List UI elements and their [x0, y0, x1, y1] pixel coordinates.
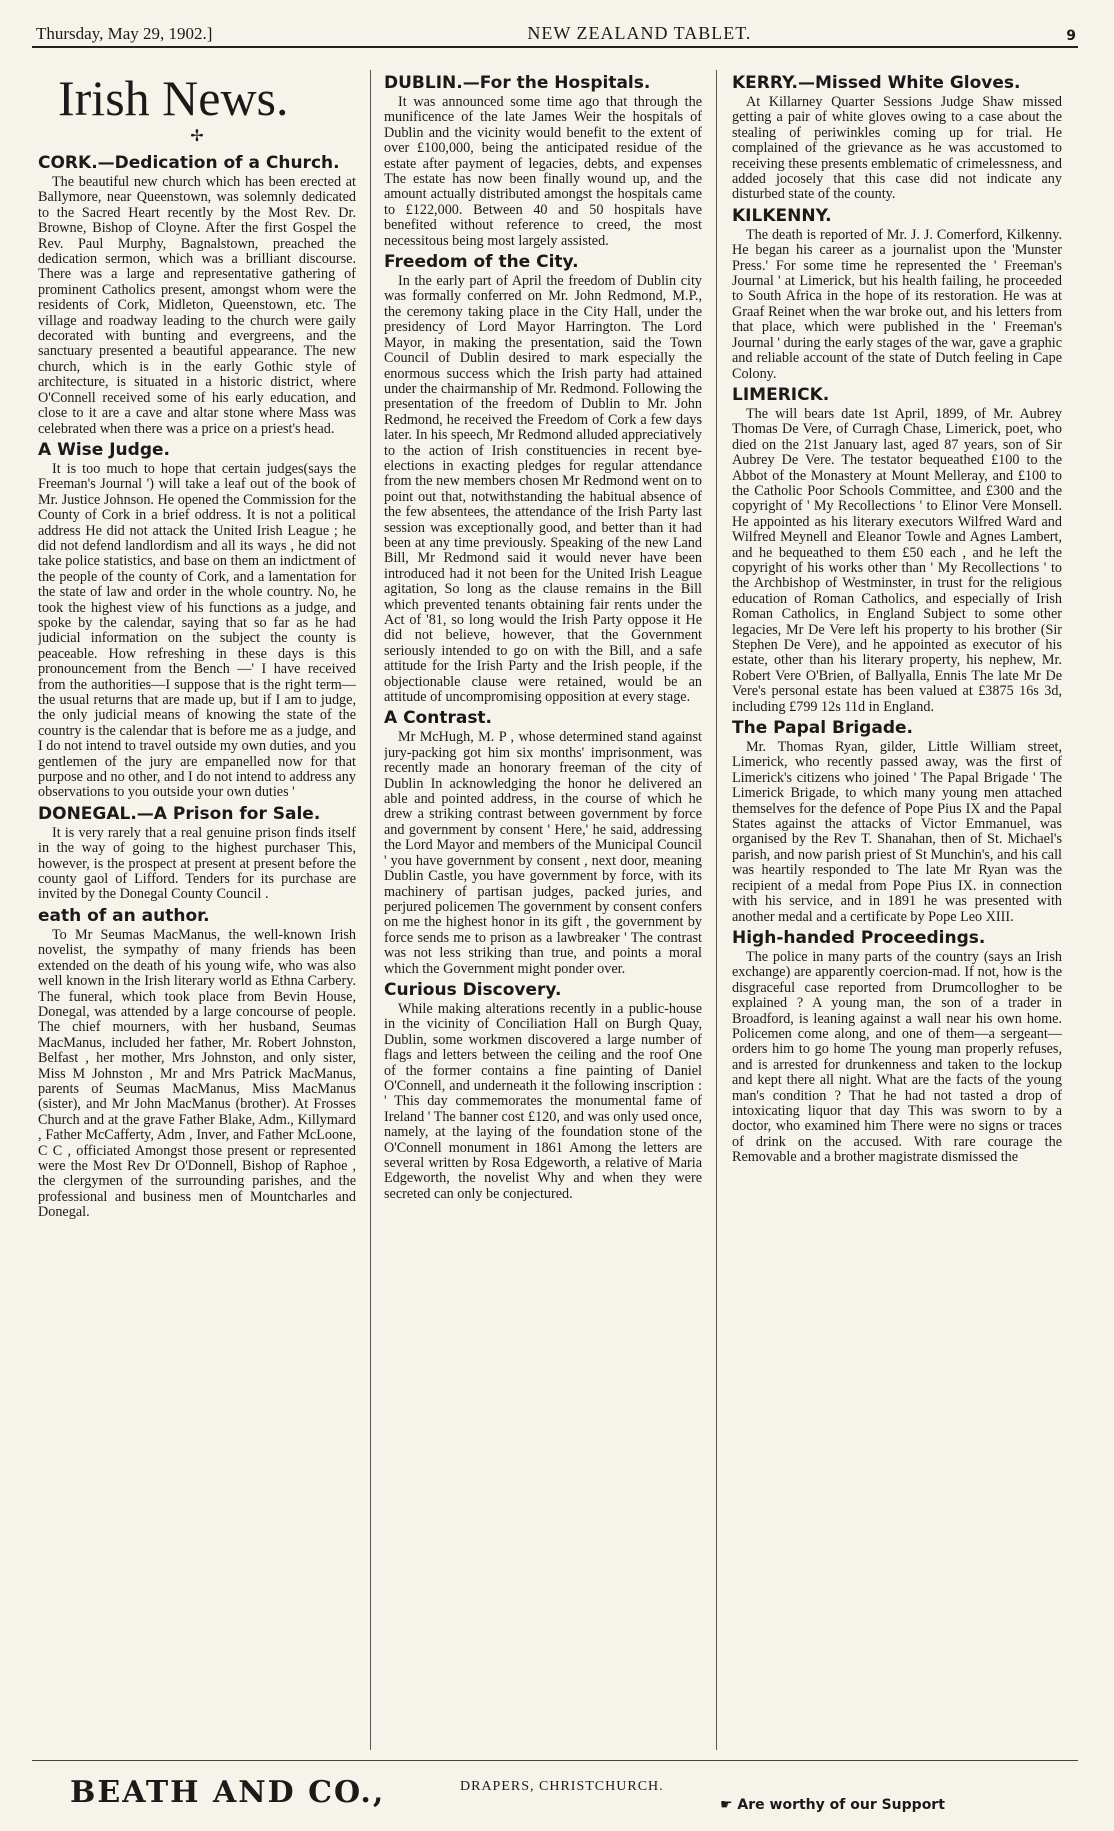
article-body-donegal: It is very rarely that a real genuine prison finds itself in the way of going to the highest purchaser This, however, is the prospect at present at present before the county gaol of Lifford. Tenders for its purchase are invited by the Donegal County Council . — [38, 824, 356, 903]
article-body-death-author: To Mr Seumas MacManus, the well-known Irish novelist, the sympathy of many friends has been extended on the death of his young wife, who was also well known in the Irish literary world as Ethna Carbery. The funeral, which took place from Bevin House, Donegal, was attended by a large concourse of people. The chief mourners, with her husband, Seumas MacManus, included her father, Mr. Robert Johnston, Belfast , her mother, Mrs Johnston, and only sister, Miss M Johnston , Mr and Mrs Patrick MacManus, parents of Seumas MacManus, Miss MacManus (sister), and Mr John MacManus (brother). At Frosses Church and at the grave Father Blake, Adm., Killymard , Father McCafferty, Adm , Inver, and Father McLoone, C C , officiated Amongst those present or represented were the Most Rev Dr O'Donnell, Bishop of Raphoe , the clergymen of the surrounding parishes, and the professional and business men of Mountcharles and Donegal. — [38, 926, 356, 1221]
article-body-dublin: It was announced some time ago that through the munificence of the late James Weir the hospitals of Dublin and the vicinity would benefit to the extent of over £100,000, being the anticipated residue of the estate after payment of legacies, debts, and expenses The estate has now been finally wound up, and the amount actually distributed amongst the hospitals came to £122,000. Between 40 and 50 hospitals have benefited without reference to creed, the most necessitous being most largely assisted. — [384, 94, 702, 249]
article-body-cork: The beautiful new church which has been erected at Ballymore, near Queenstown, was solemnly dedicated to the Sacred Heart recently by the Most Rev. Dr. Browne, Bishop of Cloyne. After the first Gospel the Rev. Paul Murphy, Bagnalstown, preached the dedication sermon, which was a brilliant discourse. There was a large and representative gathering of prominent Catholics present, amongst whom were the residents of Cork, Midleton, Queenstown, etc. The village and roadway leading to the church were gaily decorated with bunting and evergreens, and the sanctuary presented a beautiful appearance. The new church, which is in the early Gothic style of architecture, is situated in a historic district, where O'Connell received some of his early education, and close to it are a cave and altar stone where Mass was celebrated when there was a price on a priest's head. — [38, 174, 356, 437]
article-body-papal-brigade: Mr. Thomas Ryan, gilder, Little William street, Limerick, who recently passed away, was the first of Limerick's citizens who joined ' The Papal Brigade ' The Limerick Brigade, to which many young men attached themselves for the defence of Pope Pius IX and the Papal States against the attacks of Victor Emmanuel, was organised by the Rev T. Shanahan, then of St. Michael's parish, and now parish priest of St Munchin's, and his call was heartily responded to The late Mr Ryan was the recipient of a medal from Pope Pius IX. in connection with his service, and in 1891 he was presented with another medal and a certificate by Pope Leo XIII. — [732, 739, 1062, 925]
article-title-wise-judge: A Wise Judge. — [38, 439, 170, 460]
article-body-limerick: The will bears date 1st April, 1899, of Mr. Aubrey Thomas De Vere, of Curragh Chase, Limerick, poet, who died on the 21st January last, aged 87 years, son of Sir Aubrey De Vere. The testator bequeathed £100 to the Abbot of the Monastery at Mount Melleray, and £100 to the Catholic Poor Schools Committee, and £300 and the copyright of ' My Recollections ' to Elinor Vere Monsell. He appointed as his literary executors Wilfred Ward and Wilfred Meynell and Eleanor Towle and Agnes Lambert, and he bequeathed to them £50 each , and he left the copyright of his works other than ' My Recollections ' to the Archbishop of Westminster, in trust for the religious education of Roman Catholics, and especially of Irish Roman Catholics, in England Subject to some other legacies, Mr De Vere left his property to his brother (Sir Stephen De Vere), and he appointed as executor of his estate, other than his literary property, his nephew, Mr. Robert Vere O'Brien, of Ballyalla, Ennis The late Mr De Vere's personal estate has been valued at £3875 16s 3d, including £799 12s 11d in England. — [732, 405, 1062, 715]
ornament-icon: ✢ — [190, 128, 204, 145]
column-1 — [38, 70, 356, 1750]
support-note: ☛ Are worthy of our Support — [720, 1797, 945, 1813]
article-title-high-handed: High-handed Proceedings. — [732, 927, 986, 948]
article-title-death-author: eath of an author. — [38, 905, 210, 926]
article-title-limerick: LIMERICK. — [732, 384, 830, 405]
article-body-kilkenny: The death is reported of Mr. J. J. Comerford, Kilkenny. He began his career as a journalist upon the 'Munster Press.' For some time he represented the ' Freeman's Journal ' at Limerick, but his health failing, he proceeded to South Africa in the hope of its restoration. He was at Graaf Reinet when the war broke out, and his letters from that place, which were published in the ' Freeman's Journal ' during the early stages of the war, gave a graphic and reliable account of the state of Dutch feeling in Cape Colony. — [732, 226, 1062, 382]
article-body-curious-discovery: While making alterations recently in a public-house in the vicinity of Conciliation Hall on Burgh Quay, Dublin, some workmen discovered a large number of flags and letters between the ceiling and the roof One of the former contains a fine painting of Daniel O'Connell, and underneath it the following inscription : ' This day commemorates the monumental fame of Ireland ' The banner cost £120, and was only used once, namely, at the laying of the foundation stone of the O'Connell monument in 1861 Among the letters are several written by Rosa Edgeworth, a relative of Maria Edgeworth, the novelist Why and when they were secreted can only be conjectured. — [384, 1000, 702, 1202]
footer-rule — [32, 1760, 1078, 1761]
masthead — [36, 22, 1076, 44]
column-divider — [716, 70, 717, 1750]
article-title-cork: CORK.—Dedication of a Church. — [38, 153, 340, 173]
advertisement-footer — [60, 1775, 1060, 1819]
article-title-dublin: DUBLIN.—For the Hospitals. — [384, 73, 651, 93]
column-divider — [370, 70, 371, 1750]
article-body-high-handed: The police in many parts of the country (says an Irish exchange) are apparently coercion-mad. If not, how is the disgraceful case reported from Drumcollogher to be explained ? A young man, the son of a trader in Broadford, is leaning against a wall near his own home. Policemen come along, and one of them—a sergeant—orders him to go home The young man properly refuses, and is arrested for drunkenness and taken to the lockup and kept there all night. What are the facts of the young man's condition ? That he had not tasted a drop of intoxicating liquor that day This was sworn to by a doctor, who examined him There were no signs or traces of drink on the accused. With rare courage the Removable and a brother magistrate dismissed the — [732, 948, 1062, 1166]
section-title: Irish News. — [58, 70, 289, 126]
publication-title: NEW ZEALAND TABLET. — [527, 23, 752, 43]
article-title-donegal: DONEGAL.—A Prison for Sale. — [38, 803, 321, 824]
advertiser-trade: DRAPERS, CHRISTCHURCH. — [460, 1779, 664, 1794]
advertiser-name: BEATH AND CO., — [70, 1775, 386, 1810]
header-rule — [32, 46, 1078, 48]
article-title-kerry: KERRY.—Missed White Gloves. — [732, 73, 1021, 93]
article-body-contrast: Mr McHugh, M. P , whose determined stand against jury-packing got him six months' imprisonment, was recently made an honorary freeman of the city of Dublin In acknowledging the honor he delivered an able and pointed address, in the course of which he drew a striking contrast between government by force and government by consent ' Here,' he said, addressing the Lord Mayor and members of the Municipal Council ' you have government by consent , next door, meaning Dublin Castle, you have government by force, with its machinery of partisan judges, packed juries, and perjured policemen The government by consent confers on me the highest honor in its gift , the government by force sends me to prison as a lawbreaker ' The contrast was not less striking than true, and points a moral which the Government might ponder over. — [384, 729, 702, 977]
column-2 — [384, 70, 702, 1750]
page-number: 9 — [1066, 28, 1076, 44]
issue-date: Thursday, May 29, 1902.] — [36, 24, 213, 43]
article-title-curious-discovery: Curious Discovery. — [384, 979, 562, 1000]
article-title-freedom: Freedom of the City. — [384, 252, 579, 273]
article-body-wise-judge: It is too much to hope that certain judges(says the Freeman's Journal ') will take a leaf out of the book of Mr. Justice Johnson. He opened the Commission for the County of Cork in a brief oddress. It is not a political address He did not attack the United Irish League ; he did not defend landlordism and all its ways , he did not take police statistics, and base on them an indictment of the people of the county of Cork, and a lamentation for the state of law and order in the whole country. No, he took the highest view of his functions as a judge, and spoke by the calendar, saying that so far as he had judicial information on the subject the county is peaceable. How refreshing in these days is this pronouncement from the Bench —' I have received from the authorities—I suppose that is the right term—the usual returns that are made up, but if I am to judge, the only judicial means of knowing the state of the country is the calendar that is before me as a judge, and I do not intend to travel outside my own duties, and you gentlemen of the jury are empanelled now for that purpose and no other, and I do not intend to address any observations to you outside your own duties ' — [38, 460, 356, 801]
article-body-freedom: In the early part of April the freedom of Dublin city was formally conferred on Mr. John Redmond, M.P., the ceremony taking place in the City Hall, under the presidency of Lord Mayor Harrington. The Lord Mayor, in making the presentation, said the Town Council of Dublin desired to mark especially the enormous success which the Irish party had attained under the chairmanship of Mr. Redmond. Following the presentation of the freedom of Dublin to Mr. John Redmond, he received the Freedom of Cork a few days later. In his speech, Mr Redmond alluded appreciatively to the action of Irish constituencies in recent bye-elections in exacting pledges for regular attendance from the new members chosen Mr Redmond went on to point out that, notwithstanding the habitual absence of the few absentees, the attendance of the Irish Party last session was exceptionally good, and better than it had been at any time previously. Speaking of the new Land Bill, Mr Redmond said it would never have been introduced had it not been for the United Irish League agitation, So long as the clause remains in the Bill which prevented tenants obtaining fair rents under the Act of '81, so long would the Irish Party oppose it He did not believe, however, that the Government seriously intended to go on with the Bill, and a safe attitude for the Irish Party and the Irish people, if the objectionable clause were retained, would be an attitude of uncompromising opposition at every stage. — [384, 273, 702, 706]
article-title-contrast: A Contrast. — [384, 708, 493, 729]
column-3 — [732, 70, 1062, 1750]
article-title-kilkenny: KILKENNY. — [732, 205, 832, 226]
article-title-papal-brigade: The Papal Brigade. — [732, 718, 913, 739]
article-body-kerry: At Killarney Quarter Sessions Judge Shaw missed getting a pair of white gloves owing to a case about the stealing of periwinkles coming up for trial. He complained of the grievance as he was accustomed to receiving these presents emblematic of crimelessness, and added jocosely that this case did not indicate any disturbed state of the county. — [732, 94, 1062, 203]
